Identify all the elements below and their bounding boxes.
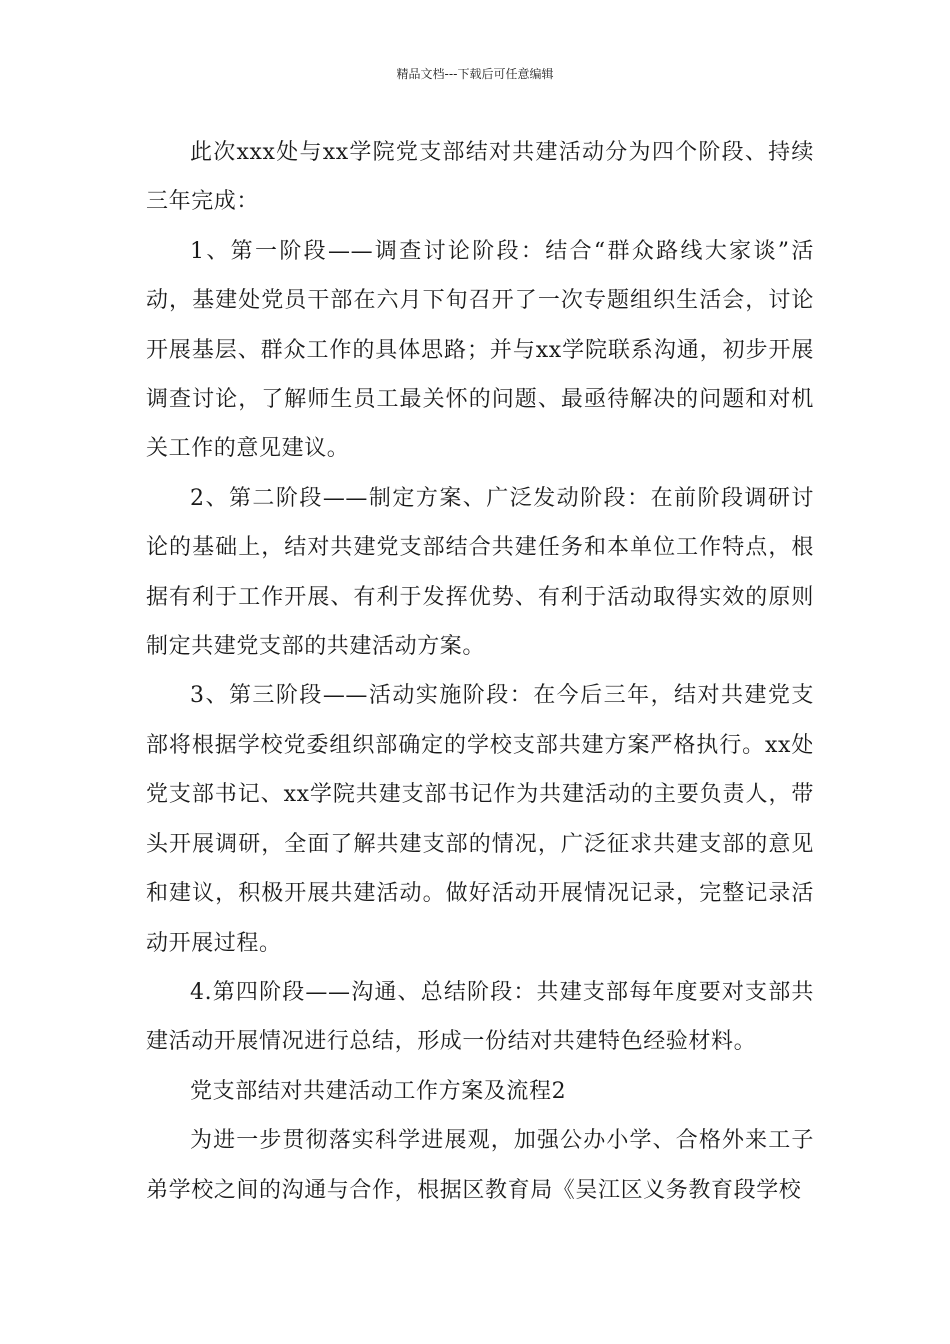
paragraph-stage-4: 4.第四阶段——沟通、总结阶段：共建支部每年度要对支部共建活动开展情况进行总结，形成一份结对共建特色经验材料。 xyxy=(146,979,814,1055)
paragraph-stage-2: 2、第二阶段——制定方案、广泛发动阶段：在前阶段调研讨论的基础上，结对共建党支部结合共建任务和本单位工作特点，根据有利于工作开展、有利于发挥优势、有利于活动取得实效的原则制定共建党支部的共建活动方案。 xyxy=(146,485,814,660)
paragraph-section-2-intro: 为进一步贯彻落实科学进展观，加强公办小学、合格外来工子弟学校之间的沟通与合作，根据区教育局《吴江区义务教育段学校 xyxy=(146,1128,814,1203)
page-header: 精品文档---下载后可任意编辑 xyxy=(396,67,554,81)
document-body xyxy=(146,128,814,1215)
section-title-2: 党支部结对共建活动工作方案及流程2 xyxy=(190,1078,567,1104)
paragraph-intro: 此次xxx处与xx学院党支部结对共建活动分为四个阶段、持续三年完成： xyxy=(146,140,814,215)
paragraph-stage-3: 3、第三阶段——活动实施阶段：在今后三年，结对共建党支部将根据学校党委组织部确定的学校支部共建方案严格执行。xx处党支部书记、xx学院共建支部书记作为共建活动的主要负责人，带头开展调研，全面了解共建支部的情况，广泛征求共建支部的意见和建议，积极开展共建活动。做好活动开展情况记录，完整记录活动开展过程。 xyxy=(146,683,814,956)
paragraph-stage-1: 1、第一阶段——调查讨论阶段：结合“群众路线大家谈”活动，基建处党员干部在六月下旬召开了一次专题组织生活会，讨论开展基层、群众工作的具体思路；并与xx学院联系沟通，初步开展调查讨论，了解师生员工最关怀的问题、最亟待解决的问题和对机关工作的意见建议。 xyxy=(146,238,814,462)
